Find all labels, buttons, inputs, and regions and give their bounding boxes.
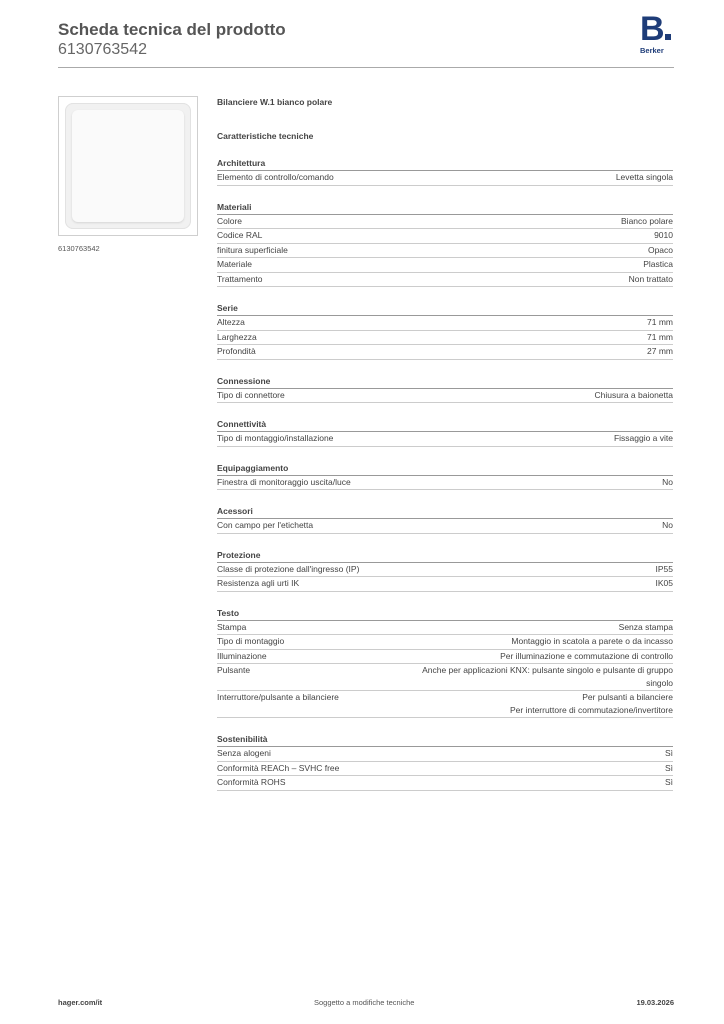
- spec-heading: Caratteristiche tecniche: [217, 131, 314, 141]
- spec-row: [217, 747, 673, 762]
- spec-label: Stampa: [217, 621, 247, 632]
- document-header: [58, 20, 286, 60]
- section-title: Testo: [217, 606, 673, 621]
- spec-value: Sì: [664, 762, 673, 773]
- product-image: [58, 96, 198, 236]
- spec-value: Montaggio in scatola a parete o da incasso: [511, 636, 673, 646]
- spec-sections: [217, 156, 673, 791]
- spec-row: [217, 519, 673, 534]
- spec-value: No: [662, 520, 673, 530]
- section-title: Connettività: [217, 417, 673, 432]
- spec-value: IP55: [655, 563, 673, 574]
- berker-logo: [640, 10, 674, 55]
- spec-section: [217, 417, 673, 447]
- switch-rocker: [72, 110, 184, 222]
- spec-label: Interruttore/pulsante a bilanciere: [217, 692, 339, 702]
- spec-label: Larghezza: [217, 331, 257, 342]
- footer-date: 19.03.2026: [636, 998, 674, 1007]
- spec-label: Illuminazione: [217, 650, 267, 661]
- section-title: Materiali: [217, 200, 673, 215]
- spec-row: [217, 258, 673, 273]
- section-title: Connessione: [217, 374, 673, 389]
- spec-value: Chiusura a baionetta: [594, 389, 673, 400]
- spec-section: [217, 548, 673, 592]
- spec-value: Opaco: [647, 244, 673, 255]
- spec-value: 27 mm: [647, 346, 673, 356]
- spec-label: Colore: [217, 215, 243, 226]
- spec-label: Conformità REACh – SVHC free: [217, 762, 340, 773]
- spec-label: Con campo per l'etichetta: [217, 520, 314, 530]
- spec-value: Sì: [664, 777, 673, 787]
- spec-section: [217, 200, 673, 288]
- spec-value: IK05: [655, 578, 673, 588]
- product-name: Bilanciere W.1 bianco polare: [217, 97, 333, 107]
- section-title: Equipaggiamento: [217, 461, 673, 476]
- spec-label: Altezza: [217, 317, 245, 327]
- spec-value: 71 mm: [647, 317, 673, 327]
- spec-value: No: [662, 476, 673, 487]
- spec-row: [217, 776, 673, 791]
- spec-label: Tipo di connettore: [217, 389, 285, 400]
- spec-label: Materiale: [217, 259, 252, 269]
- document-title: Scheda tecnica del prodotto: [58, 20, 286, 39]
- product-code: 6130763542: [58, 41, 147, 58]
- section-title: Sostenibilità: [217, 732, 673, 747]
- spec-value: Sì: [664, 748, 673, 758]
- spec-row: [217, 345, 673, 360]
- spec-label: Codice RAL: [217, 230, 263, 240]
- logo-wordmark: Berker: [640, 46, 664, 55]
- spec-row: [217, 316, 673, 331]
- spec-row: [217, 664, 673, 691]
- spec-value: 71 mm: [647, 331, 673, 342]
- spec-section: [217, 156, 673, 186]
- spec-label: Conformità ROHS: [217, 777, 286, 787]
- section-title: Architettura: [217, 156, 673, 171]
- spec-value: Levetta singola: [615, 172, 673, 182]
- spec-row: [217, 331, 673, 346]
- spec-row: [217, 171, 673, 186]
- header-divider: [58, 67, 674, 68]
- spec-label: finitura superficiale: [217, 244, 288, 255]
- spec-label: Pulsante: [217, 665, 251, 675]
- section-title: Serie: [217, 301, 673, 316]
- footer-note: Soggetto a modifiche tecniche: [314, 998, 415, 1007]
- spec-label: Resistenza agli urti IK: [217, 578, 300, 588]
- spec-value: Anche per applicazioni KNX: pulsante singolo e pulsante di gruppo singolo: [422, 665, 673, 688]
- spec-label: Profondità: [217, 346, 256, 356]
- section-title: Protezione: [217, 548, 673, 563]
- spec-row: [217, 635, 673, 650]
- spec-row: [217, 273, 673, 288]
- spec-content: [217, 96, 673, 791]
- spec-row: [217, 389, 673, 404]
- spec-label: Classe di protezione dall'ingresso (IP): [217, 563, 360, 574]
- spec-label: Tipo di montaggio: [217, 636, 285, 646]
- spec-value: Per illuminazione e commutazione di controllo: [500, 650, 673, 661]
- spec-value: Per pulsanti a bilanciere Per interruttore di commutazione/invertitore: [510, 692, 673, 715]
- spec-label: Senza alogeni: [217, 748, 271, 758]
- spec-section: [217, 732, 673, 791]
- spec-label: Elemento di controllo/comando: [217, 172, 334, 182]
- spec-row: [217, 762, 673, 777]
- spec-value: 9010: [654, 230, 673, 240]
- logo-mark: B: [640, 10, 664, 48]
- spec-row: [217, 691, 673, 718]
- spec-row: [217, 577, 673, 592]
- spec-section: [217, 504, 673, 534]
- spec-label: Finestra di monitoraggio uscita/luce: [217, 476, 351, 487]
- spec-row: [217, 650, 673, 665]
- spec-value: Non trattato: [628, 273, 673, 284]
- image-caption: 6130763542: [58, 244, 100, 253]
- spec-section: [217, 606, 673, 719]
- spec-row: [217, 215, 673, 230]
- switch-frame: [65, 103, 191, 229]
- spec-value: Senza stampa: [618, 621, 673, 632]
- spec-row: [217, 621, 673, 636]
- spec-row: [217, 563, 673, 578]
- spec-label: Tipo di montaggio/installazione: [217, 433, 334, 443]
- spec-label: Trattamento: [217, 273, 263, 284]
- spec-section: [217, 374, 673, 404]
- spec-value: Bianco polare: [621, 215, 673, 226]
- logo-dot: [665, 34, 671, 40]
- section-title: Acessori: [217, 504, 673, 519]
- spec-row: [217, 432, 673, 447]
- spec-section: [217, 301, 673, 360]
- footer-website: hager.com/it: [58, 998, 103, 1007]
- spec-value: Fissaggio a vite: [613, 433, 673, 443]
- spec-row: [217, 229, 673, 244]
- spec-value: Plastica: [643, 259, 673, 269]
- spec-section: [217, 461, 673, 491]
- spec-row: [217, 476, 673, 491]
- spec-row: [217, 244, 673, 259]
